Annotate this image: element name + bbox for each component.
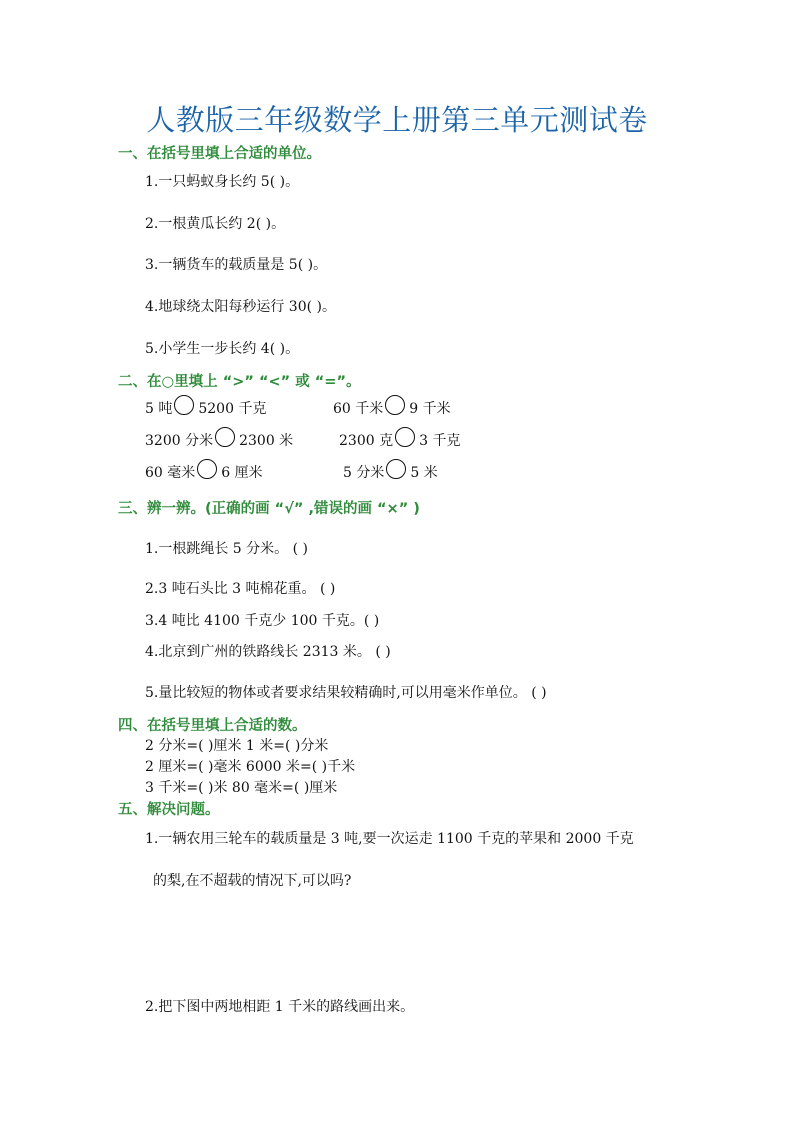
comparison-left: 5 分米	[343, 465, 385, 481]
section3-question-1: 1.一根跳绳长 5 分米。 ( )	[145, 541, 308, 557]
conversion-row-2: 2 厘米=( )毫米 6000 米=( )千米	[145, 759, 356, 775]
section1-heading: 一、在括号里填上合适的单位。	[118, 146, 321, 162]
answer-circle[interactable]	[174, 395, 194, 415]
section3-question-2: 2.3 吨石头比 3 吨棉花重。 ( )	[145, 581, 336, 597]
comparison-left: 5 吨	[145, 401, 173, 417]
conversion-row-3: 3 千米=( )米 80 毫米=( )厘米	[145, 780, 338, 796]
answer-circle[interactable]	[197, 459, 217, 479]
section1-question-1: 1.一只蚂蚁身长约 5( )。	[145, 174, 300, 190]
comparison-row-2b	[339, 430, 460, 450]
section5-heading: 五、解决问题。	[118, 802, 220, 818]
comparison-right: 5200 千克	[198, 401, 267, 417]
answer-circle[interactable]	[386, 459, 406, 479]
comparison-left: 2300 克	[339, 433, 394, 449]
answer-circle[interactable]	[395, 427, 415, 447]
section3-question-4: 4.北京到广州的铁路线长 2313 米。 ( )	[145, 644, 391, 660]
answer-circle[interactable]	[385, 395, 405, 415]
comparison-row-2a	[145, 430, 293, 450]
comparison-left: 60 千米	[333, 401, 384, 417]
answer-circle[interactable]	[215, 427, 235, 447]
comparison-right: 3 千克	[419, 433, 461, 449]
problem-2: 2.把下图中两地相距 1 千米的路线画出来。	[145, 999, 415, 1015]
comparison-row-1a	[145, 398, 266, 418]
section4-heading: 四、在括号里填上合适的数。	[118, 718, 307, 734]
section1-question-2: 2.一根黄瓜长约 2( )。	[145, 216, 286, 232]
page-title: 人教版三年级数学上册第三单元测试卷	[146, 103, 648, 137]
section1-question-3: 3.一辆货车的载质量是 5( )。	[145, 257, 328, 273]
section1-question-5: 5.小学生一步长约 4( )。	[145, 341, 300, 357]
comparison-right: 5 米	[410, 465, 438, 481]
section3-question-5: 5.量比较短的物体或者要求结果较精确时,可以用毫米作单位。 ( )	[145, 685, 547, 701]
problem-1-line-1: 1.一辆农用三轮车的载质量是 3 吨,要一次运走 1100 千克的苹果和 2000 千克	[145, 831, 634, 847]
comparison-row-1b	[333, 398, 451, 418]
section1-question-4: 4.地球绕太阳每秒运行 30( )。	[145, 299, 336, 315]
section2-heading: 二、在○里填上 “>” “<” 或 “=”。	[118, 374, 361, 390]
comparison-row-3b	[343, 462, 438, 482]
conversion-row-1: 2 分米=( )厘米 1 米=( )分米	[145, 738, 329, 754]
comparison-row-3a	[145, 462, 263, 482]
comparison-right: 9 千米	[409, 401, 451, 417]
comparison-right: 6 厘米	[221, 465, 263, 481]
problem-1-line-2: 的梨,在不超载的情况下,可以吗?	[153, 873, 352, 889]
comparison-left: 3200 分米	[145, 433, 214, 449]
section3-question-3: 3.4 吨比 4100 千克少 100 千克。( )	[145, 613, 380, 629]
comparison-left: 60 毫米	[145, 465, 196, 481]
comparison-right: 2300 米	[239, 433, 294, 449]
section3-heading: 三、辨一辨。(正确的画 “√” ,错误的画 “×” )	[118, 501, 420, 517]
